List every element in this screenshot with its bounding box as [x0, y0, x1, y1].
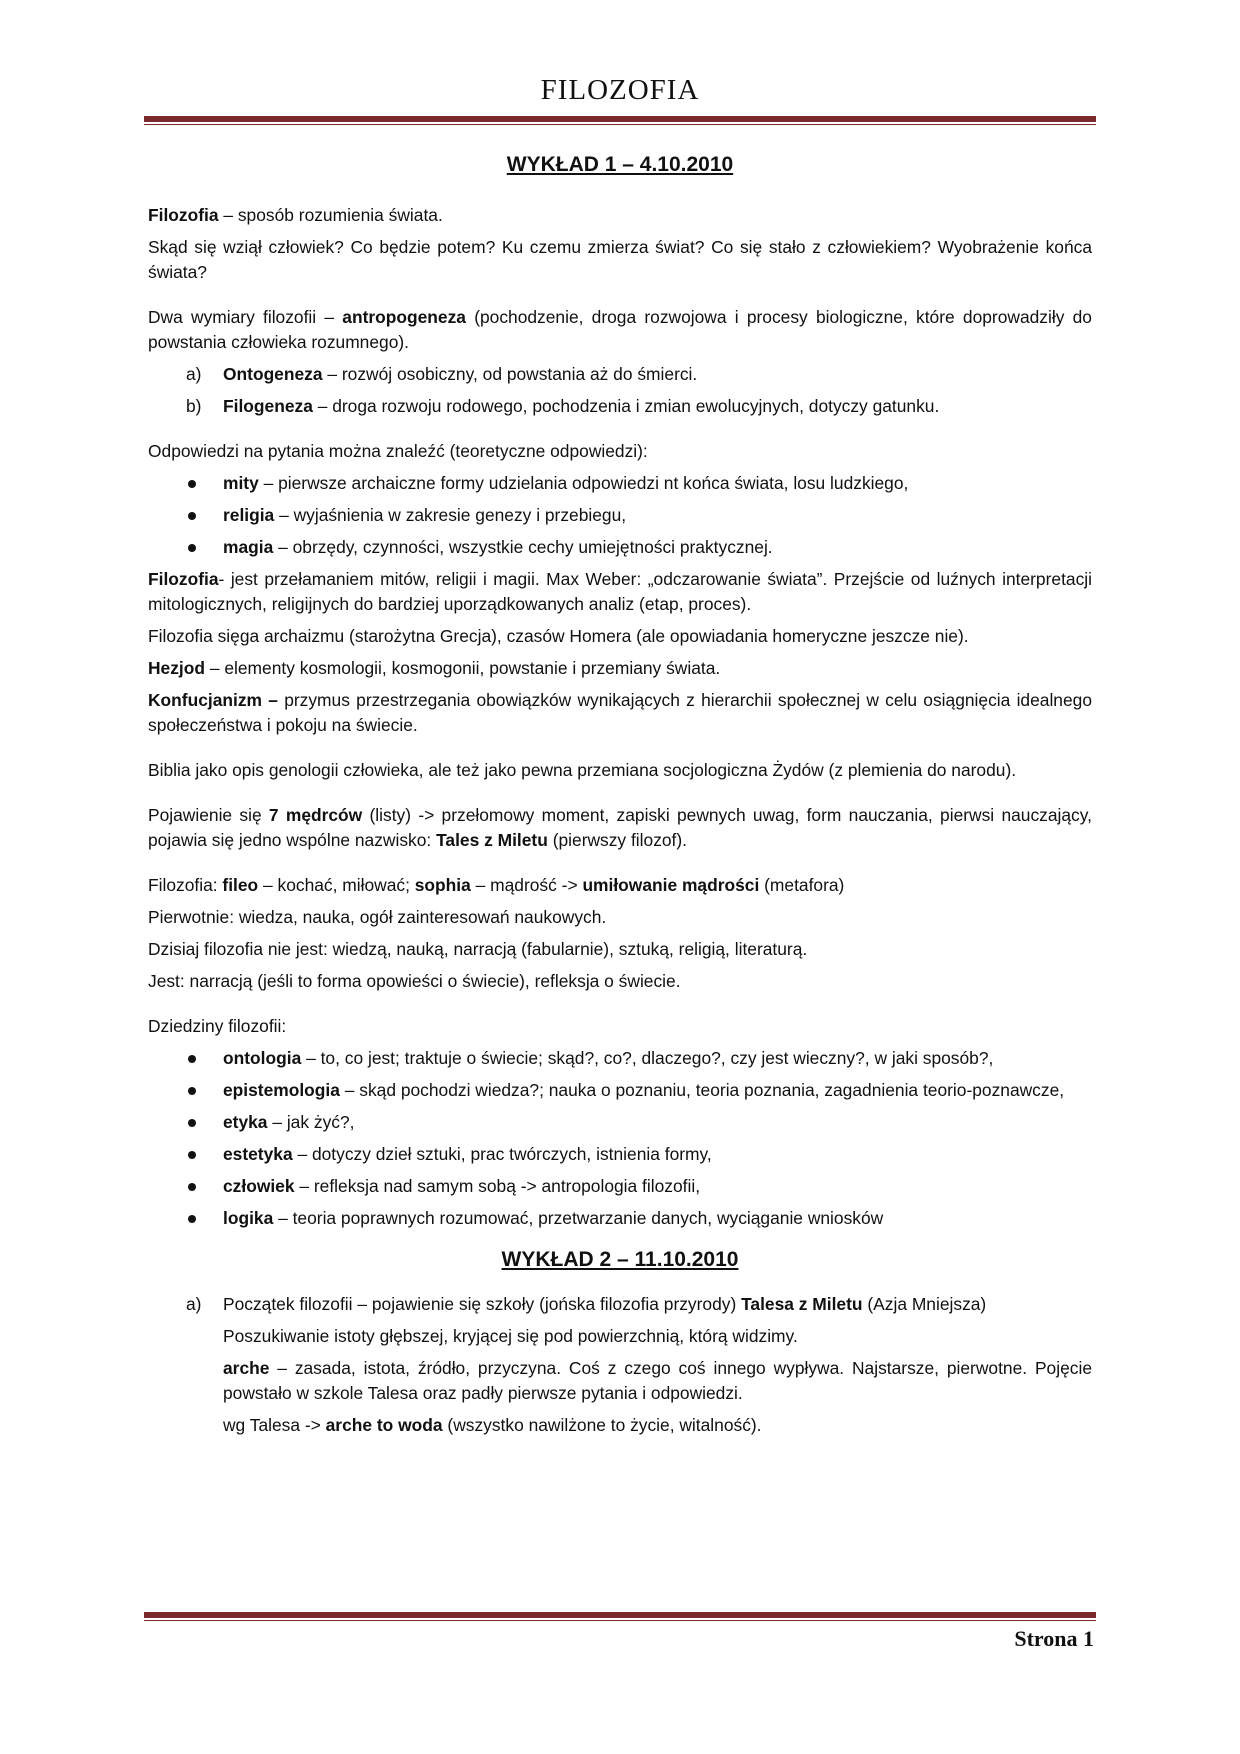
list-item: b) Filogeneza – droga rozwoju rodowego, pochodzenia i zmian ewolucyjnych, dotyczy gatunku.	[186, 396, 940, 416]
list-item: etyka – jak żyć?,	[148, 1110, 1092, 1135]
paragraph: Filozofia sięga archaizmu (starożytna Grecja), czasów Homera (ale opowiadania homeryczne jeszcze nie).	[148, 626, 969, 646]
lecture-2-title: WYKŁAD 2 – 11.10.2010	[501, 1248, 739, 1271]
list-item: a) Początek filozofii – pojawienie się szkoły (jońska filozofia przyrody) Talesa z Miletu (Azja Mniejsza) Poszukiwanie istoty głębszej, kryjącej się pod powierzchnią, którą widzimy. arche – zasada, istota, źródło, przyczyna. Coś z czego coś innego wypływa. Najstarsze, pierwotne. Pojęcie powstało w szkole Talesa oraz padły pierwsze pytania i odpowiedzi. wg Talesa -> arche to woda (wszystko nawilżone to życie, witalność).	[186, 1294, 1092, 1435]
list-item: logika – teoria poprawnych rozumować, przetwarzanie danych, wyciąganie wniosków	[148, 1206, 1092, 1231]
header-rule	[144, 116, 1096, 125]
bullet-icon	[188, 1183, 196, 1191]
list-item: mity – pierwsze archaiczne formy udzielania odpowiedzi nt końca świata, losu ludzkiego,	[148, 471, 1092, 496]
bullet-icon	[188, 1055, 196, 1063]
document-body	[148, 152, 1092, 1445]
paragraph: Hezjod – elementy kosmologii, kosmogonii, powstanie i przemiany świata.	[148, 658, 721, 678]
list-item: epistemologia – skąd pochodzi wiedza?; nauka o poznaniu, teoria poznania, zagadnienia teorio-poznawcze,	[148, 1078, 1092, 1103]
alpha-list	[148, 362, 1092, 419]
list-item: a) Ontogeneza – rozwój osobiczny, od powstania aż do śmierci.	[186, 364, 698, 384]
paragraph: Dziedziny filozofii:	[148, 1016, 287, 1036]
list-item: człowiek – refleksja nad samym sobą -> antropologia filozofii,	[148, 1174, 1092, 1199]
paragraph: Biblia jako opis genologii człowieka, ale też jako pewna przemiana socjologiczna Żydów (z plemienia do narodu).	[148, 760, 1017, 780]
paragraph: Dwa wymiary filozofii – antropogeneza (pochodzenie, droga rozwojowa i procesy biologiczne, które doprowadziły do powstania człowieka rozumnego).	[148, 307, 1092, 352]
paragraph: Jest: narracją (jeśli to forma opowieści o świecie), refleksja o świecie.	[148, 971, 681, 991]
bullet-icon	[188, 1151, 196, 1159]
paragraph: Dzisiaj filozofia nie jest: wiedzą, nauką, narracją (fabularnie), sztuką, religią, literaturą.	[148, 939, 808, 959]
footer-rule	[144, 1612, 1096, 1621]
list-item: religia – wyjaśnienia w zakresie genezy i przebiegu,	[148, 503, 1092, 528]
paragraph: Konfucjanizm – przymus przestrzegania obowiązków wynikających z hierarchii społecznej w celu osiągnięcia idealnego społeczeństwa i pokoju na świecie.	[148, 690, 1092, 735]
bullet-icon	[188, 544, 196, 552]
bullet-icon	[188, 480, 196, 488]
paragraph: Filozofia – sposób rozumienia świata.	[148, 205, 443, 225]
paragraph: Pojawienie się 7 mędrców (listy) -> przełomowy moment, zapiski pewnych uwag, form nauczania, pierwsi nauczający, pojawia się jedno wspólne nazwisko: Tales z Miletu (pierwszy filozof).	[148, 805, 1092, 850]
bullet-icon	[188, 1215, 196, 1223]
page-number: Strona 1	[1014, 1626, 1094, 1651]
bullet-list	[148, 1046, 1092, 1231]
bullet-icon	[188, 1119, 196, 1127]
paragraph: Pierwotnie: wiedza, nauka, ogół zainteresowań naukowych.	[148, 907, 607, 927]
list-item: estetyka – dotyczy dzieł sztuki, prac twórczych, istnienia formy,	[148, 1142, 1092, 1167]
list-item: magia – obrzędy, czynności, wszystkie cechy umiejętności praktycznej.	[148, 535, 1092, 560]
alpha-list	[148, 1292, 1092, 1438]
lecture-1-title: WYKŁAD 1 – 4.10.2010	[506, 153, 734, 176]
bullet-icon	[188, 512, 196, 520]
paragraph: Odpowiedzi na pytania można znaleźć (teoretyczne odpowiedzi):	[148, 441, 648, 461]
bullet-icon	[188, 1087, 196, 1095]
list-item: ontologia – to, co jest; traktuje o świecie; skąd?, co?, dlaczego?, czy jest wieczny?, w jaki sposób?,	[148, 1046, 1092, 1071]
bullet-list	[148, 471, 1092, 560]
paragraph: Filozofia- jest przełamaniem mitów, religii i magii. Max Weber: „odczarowanie świata”. Przejście od luźnych interpretacji mitologicznych, religijnych do bardziej uporządkowanych analiz (etap, proces).	[148, 569, 1092, 614]
paragraph: Filozofia: fileo – kochać, miłować; sophia – mądrość -> umiłowanie mądrości (metafora)	[148, 875, 845, 895]
page-header-title: FILOZOFIA	[540, 74, 700, 106]
paragraph: Skąd się wziął człowiek? Co będzie potem? Ku czemu zmierza świat? Co się stało z człowiekiem? Wyobrażenie końca świata?	[148, 237, 1092, 282]
